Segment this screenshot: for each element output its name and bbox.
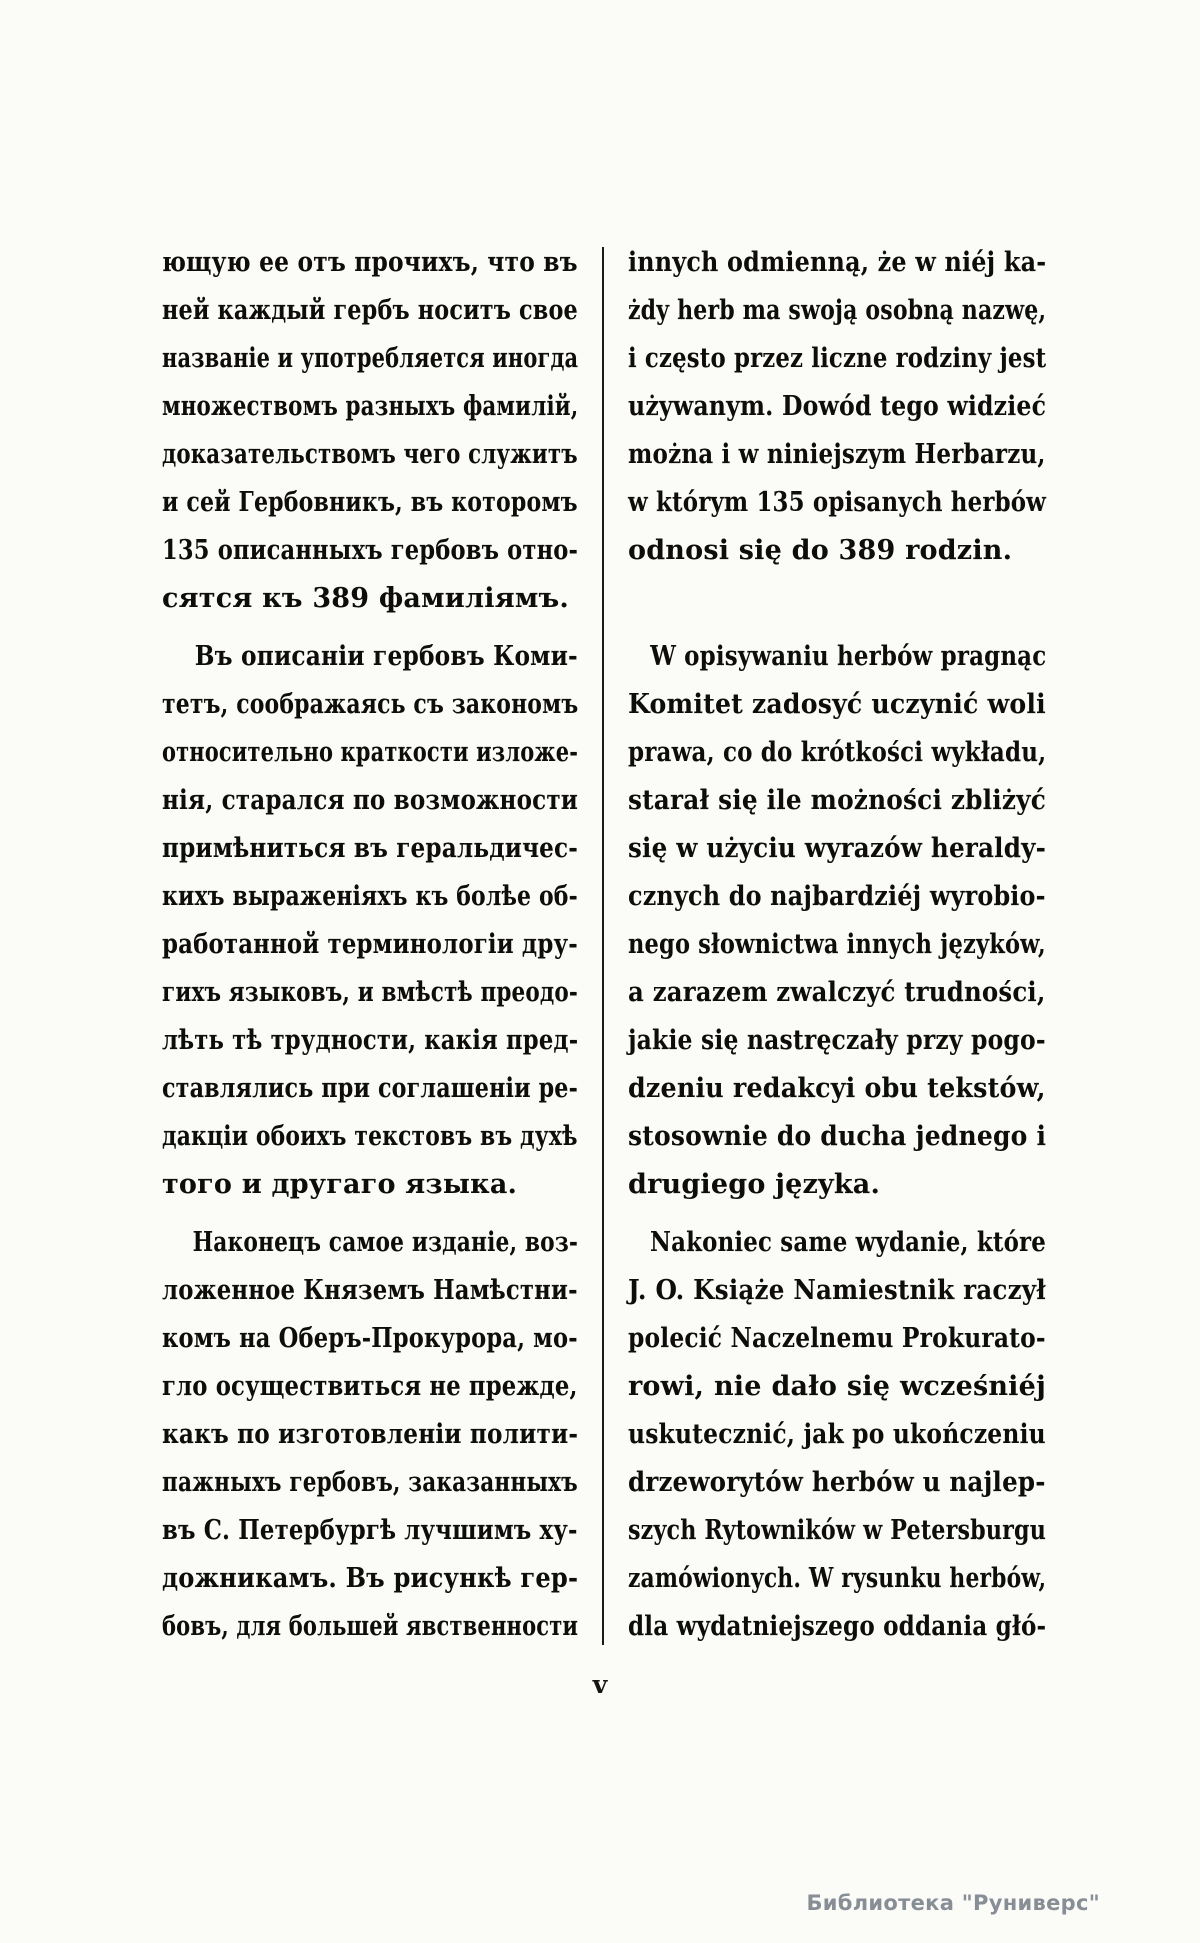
page-number: v <box>592 1670 608 1699</box>
text-line: Nakoniec same wydanie, które <box>650 1227 1046 1258</box>
text-line: w którym 135 opisanych herbów <box>628 487 1047 518</box>
text-line: a zarazem zwalczyć trudności, <box>628 977 1046 1008</box>
text-line: нія, старался по возможности <box>162 785 579 816</box>
text-line: комъ на Оберъ-Прокурора, мо- <box>162 1323 578 1354</box>
text-line: работанной терминологіи дру- <box>162 929 578 960</box>
text-line: относительно краткости изложе- <box>162 737 579 768</box>
text-line: сятся къ 389 фамиліямъ. <box>162 583 570 614</box>
library-watermark: Библиотека "Руниверс" <box>806 1891 1100 1915</box>
text-line: uskutecznić, jak po ukończeniu <box>628 1419 1046 1450</box>
text-line: Въ описаніи гербовъ Коми- <box>194 641 578 672</box>
text-line: бовъ, для большей явственности <box>162 1611 579 1642</box>
text-line: въ С. Петербургѣ лучшимъ ху- <box>162 1515 578 1546</box>
text-line: dzeniu redakcyi obu tekstów, <box>628 1073 1046 1104</box>
paragraph <box>628 1219 1046 1651</box>
text-line: J. O. Książe Namiestnik raczył <box>628 1275 1046 1306</box>
text-line: тетъ, соображаясь съ закономъ <box>162 689 579 720</box>
text-line: dla wydatniejszego oddania głó- <box>628 1611 1047 1642</box>
text-line: Наконецъ самое изданіе, воз- <box>192 1227 579 1258</box>
column-divider-rule <box>602 247 604 1645</box>
text-line: ложенное Княземъ Намѣстни- <box>162 1275 578 1306</box>
text-line: nego słownictwa innych języków, <box>628 929 1046 960</box>
text-line: drzeworytów herbów u najlep- <box>628 1467 1046 1498</box>
text-line: W opisywaniu herbów pragnąc <box>650 641 1047 672</box>
text-line: примѣниться въ геральдичес- <box>162 833 579 864</box>
text-line: гихъ языковъ, и вмѣстѣ преодо- <box>162 977 579 1008</box>
text-line: drugiego języka. <box>628 1169 881 1200</box>
text-line: того и другаго языка. <box>162 1169 518 1200</box>
text-line: пажныхъ гербовъ, заказанныхъ <box>162 1467 578 1498</box>
text-line: stosownie do ducha jednego i <box>628 1121 1047 1152</box>
text-line: szych Rytowników w Petersburgu <box>628 1515 1047 1546</box>
text-line: starał się ile możności zbliżyć <box>628 785 1047 816</box>
text-line: и сей Гербовникъ, въ которомъ <box>162 487 578 518</box>
text-line: można i w niniejszym Herbarzu, <box>628 439 1046 470</box>
text-line: 135 описанныхъ гербовъ отно- <box>162 535 579 566</box>
text-line: polecić Naczelnemu Prokurato- <box>628 1323 1046 1354</box>
text-line: ней каждый гербъ носитъ свое <box>162 295 578 326</box>
text-line: żdy herb ma swoją osobną nazwę, <box>628 295 1047 326</box>
text-line: się w użyciu wyrazów heraldy- <box>628 833 1047 864</box>
text-line: i często przez liczne rodziny jest <box>628 343 1047 374</box>
text-line: дакціи обоихъ текстовъ въ духѣ <box>162 1121 578 1152</box>
text-line: кихъ выраженіяхъ къ болѣе об- <box>162 881 578 912</box>
text-line: odnosi się do 389 rodzin. <box>628 535 1013 566</box>
text-line: ставлялись при соглашеніи ре- <box>162 1073 578 1104</box>
text-line: доказательствомъ чего служитъ <box>162 439 578 470</box>
paragraph <box>162 1219 578 1651</box>
text-line: гло осуществиться не прежде, <box>162 1371 578 1402</box>
paragraph <box>628 239 1046 575</box>
right-column-polish-text <box>628 239 1046 1651</box>
text-line: множествомъ разныхъ фамилій, <box>162 391 579 422</box>
text-line: ющую ее отъ прочихъ, что въ <box>162 247 578 278</box>
text-line: лѣть тѣ трудности, какія пред- <box>162 1025 579 1056</box>
paragraph <box>162 633 578 1209</box>
text-line: używanym. Dowód tego widzieć <box>628 391 1047 422</box>
text-line: zamówionych. W rysunku herbów, <box>628 1563 1047 1594</box>
text-line: jakie się nastręczały przy pogo- <box>628 1025 1046 1056</box>
text-line: prawa, co do krótkości wykładu, <box>628 737 1047 768</box>
text-line: cznych do najbardziéj wyrobio- <box>628 881 1046 912</box>
left-column-russian-text <box>162 239 578 1651</box>
text-line: Komitet zadosyć uczynić woli <box>628 689 1046 720</box>
text-line: дожникамъ. Въ рисункѣ гер- <box>162 1563 579 1594</box>
text-line: innych odmienną, że w niéj ka- <box>628 247 1047 278</box>
text-line: какъ по изготовленіи полити- <box>162 1419 579 1450</box>
text-line: названіе и употребляется иногда <box>162 343 579 374</box>
paragraph <box>162 239 578 623</box>
text-line: rowi, nie dało się wcześniéj <box>628 1371 1046 1402</box>
paragraph <box>628 633 1046 1209</box>
